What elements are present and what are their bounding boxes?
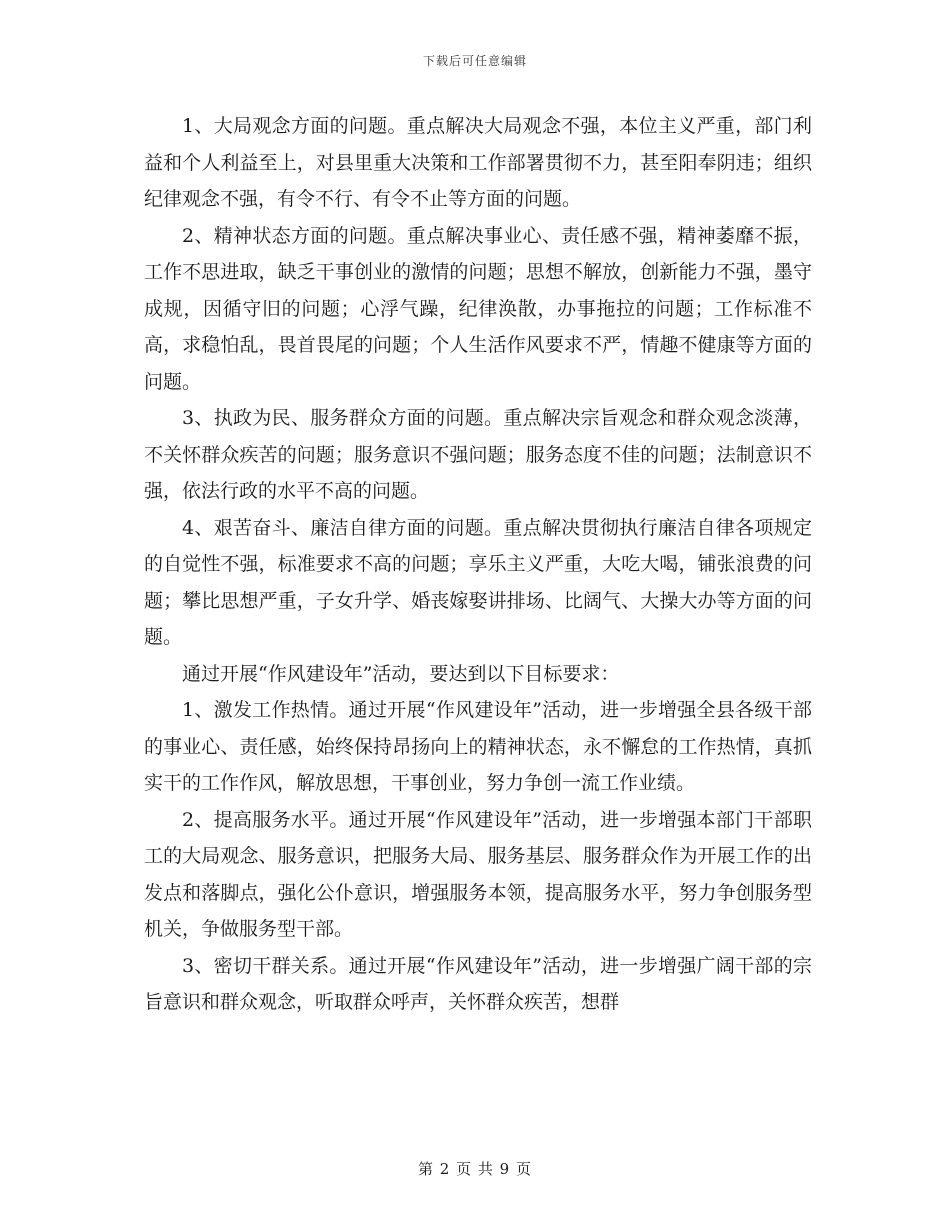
paragraph-8: 3、密切干群关系。通过开展“作风建设年”活动，进一步增强广阔干部的宗旨意识和群众观念，听取群众呼声，关怀群众疾苦，想群 bbox=[144, 954, 812, 1013]
paragraph-6: 1、激发工作热情。通过开展“作风建设年”活动，进一步增强全县各级干部的事业心、责任感，始终保持昂扬向上的精神状态，永不懈怠的工作热情，真抓实干的工作作风，解放思想，干事创业，努力争创一流工作业绩。 bbox=[144, 699, 812, 794]
paragraph-5: 通过开展“作风建设年”活动，要达到以下目标要求： bbox=[182, 662, 620, 685]
page-number: 第 2 页 共 9 页 bbox=[418, 1160, 532, 1178]
document-body bbox=[144, 108, 812, 1021]
paragraph-4: 4、艰苦奋斗、廉洁自律方面的问题。重点解决贯彻执行廉洁自律各项规定的自觉性不强，标准要求不高的问题；享乐主义严重，大吃大喝，铺张浪费的问题；攀比思想严重，子女升学、婚丧嫁娶讲排场、比阔气、大操大办等方面的问题。 bbox=[144, 516, 812, 648]
paragraph-2: 2、精神状态方面的问题。重点解决事业心、责任感不强，精神萎靡不振，工作不思进取，缺乏干事创业的激情的问题；思想不解放，创新能力不强，墨守成规，因循守旧的问题；心浮气躁，纪律涣散，办事拖拉的问题；工作标准不高，求稳怕乱，畏首畏尾的问题；个人生活作风要求不严，情趣不健康等方面的问题。 bbox=[144, 224, 812, 393]
header-note: 下载后可任意编辑 bbox=[422, 54, 527, 68]
paragraph-7: 2、提高服务水平。通过开展“作风建设年”活动，进一步增强本部门干部职工的大局观念、服务意识，把服务大局、服务基层、服务群众作为开展工作的出发点和落脚点，强化公仆意识，增强服务本领，提高服务水平，努力争创服务型机关，争做服务型干部。 bbox=[144, 808, 812, 940]
paragraph-3: 3、执政为民、服务群众方面的问题。重点解决宗旨观念和群众观念淡薄，不关怀群众疾苦的问题；服务意识不强问题；服务态度不佳的问题；法制意识不强，依法行政的水平不高的问题。 bbox=[144, 407, 812, 502]
paragraph-1: 1、大局观念方面的问题。重点解决大局观念不强，本位主义严重，部门利益和个人利益至上，对县里重大决策和工作部署贯彻不力，甚至阳奉阴违；组织纪律观念不强，有令不行、有令不止等方面的问题。 bbox=[144, 115, 812, 210]
